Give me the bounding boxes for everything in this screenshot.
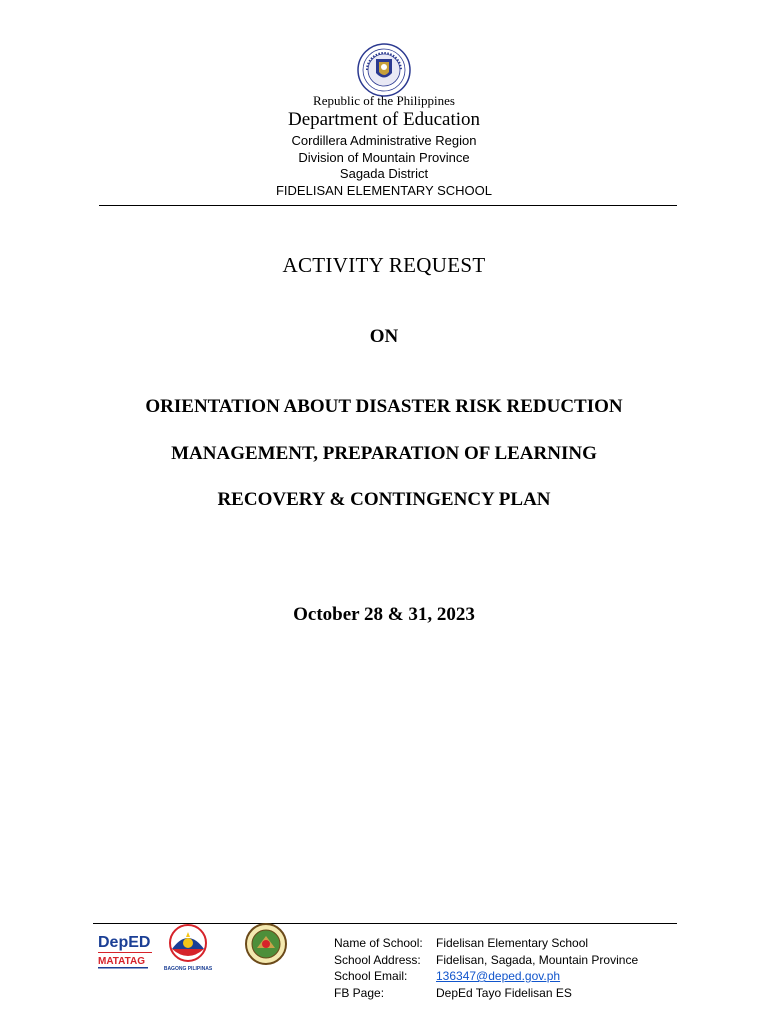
bagong-text: BAGONG PILIPINAS [163, 966, 213, 972]
title-on: ON [369, 326, 399, 347]
address-value: Fidelisan, Sagada, Mountain Province [436, 952, 639, 967]
school-info-block [334, 935, 638, 1001]
school-name-label: Name of School: [334, 936, 423, 950]
region-line: Cordillera Administrative Region [291, 133, 477, 148]
deped-matatag-logo [96, 930, 156, 972]
subject-line-1: ORIENTATION ABOUT DISASTER RISK REDUCTION [145, 396, 623, 417]
school-seal-icon [239, 922, 293, 966]
school-line: FIDELISAN ELEMENTARY SCHOOL [275, 183, 492, 198]
deped-logo-text: DepED [98, 934, 151, 951]
activity-date: October 28 & 31, 2023 [293, 604, 475, 625]
school-name-value: Fidelisan Elementary School [436, 936, 589, 950]
bagong-pilipinas-logo [160, 923, 216, 973]
subject-line-3: RECOVERY & CONTINGENCY PLAN [217, 489, 551, 510]
header-divider [99, 205, 677, 206]
fb-label: FB Page: [334, 985, 385, 1000]
email-link[interactable]: 136347@deped.gov.ph [436, 969, 561, 983]
subject-line-2: MANAGEMENT, PREPARATION OF LEARNING [171, 443, 597, 464]
matatag-text: MATATAG [98, 956, 146, 967]
district-line: Sagada District [339, 166, 429, 181]
republic-line: Republic of the Philippines [313, 93, 455, 108]
info-row-fb [334, 985, 638, 1002]
email-label: School Email: [334, 969, 408, 983]
division-line: Division of Mountain Province [298, 150, 470, 165]
department-line: Department of Education [287, 109, 481, 130]
deped-seal-icon [357, 43, 411, 97]
info-row-name [334, 935, 638, 952]
document-title: ACTIVITY REQUEST [282, 253, 486, 277]
info-row-email [334, 968, 638, 985]
address-label: School Address: [334, 952, 421, 967]
info-row-address [334, 952, 638, 969]
fb-value: DepEd Tayo Fidelisan ES [436, 985, 572, 1000]
